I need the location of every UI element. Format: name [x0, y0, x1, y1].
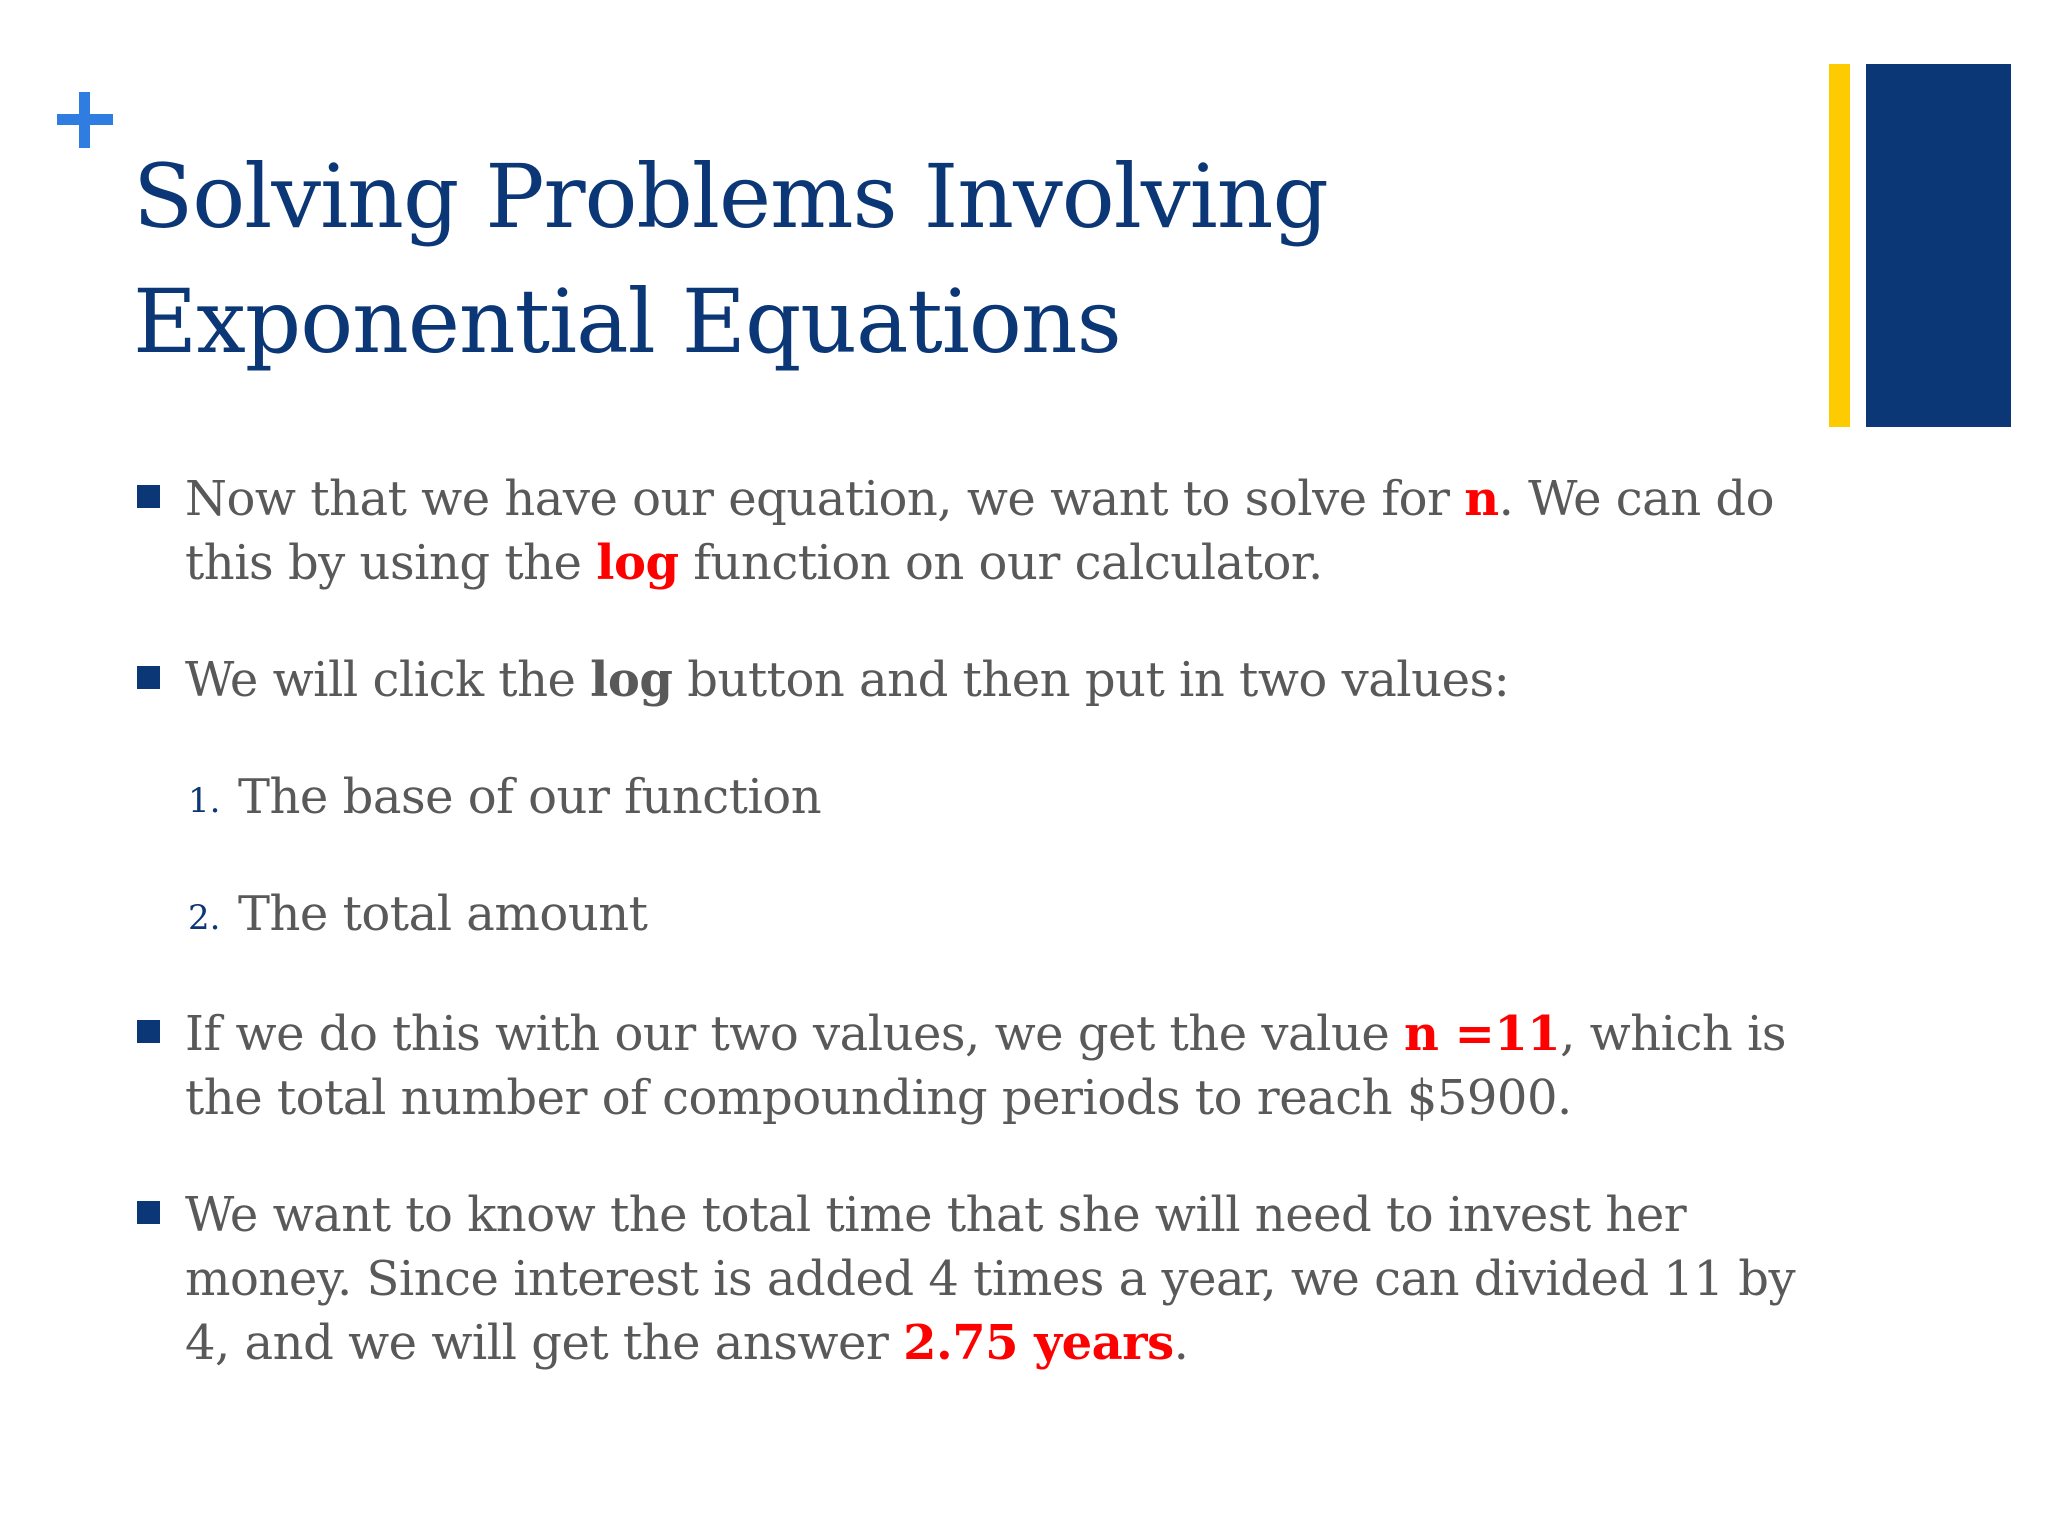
n-value-highlight: n =11 — [1404, 1006, 1561, 1062]
plus-icon — [55, 90, 115, 150]
bullet-text: button and then put in two values: — [672, 652, 1510, 708]
bullet-item-solve-for-n — [185, 467, 1805, 595]
bullet-text: Now that we have our equation, we want to solve for — [185, 471, 1465, 527]
list-number: 2. — [188, 898, 221, 938]
bullet-text: We will click the — [185, 652, 591, 708]
bullet-square-icon — [137, 1020, 160, 1043]
log-bold: log — [590, 652, 673, 708]
accent-bar-yellow — [1829, 64, 1850, 427]
numbered-text: The total amount — [238, 886, 648, 942]
variable-n-highlight: n — [1464, 471, 1499, 527]
bullet-text: . — [1173, 1315, 1189, 1371]
bullet-square-icon — [137, 666, 160, 689]
bullet-text: We want to know the total time that she will need to invest her money. Since interest is added 4 times a year, we can divided 11 by 4, and we will get the answer — [185, 1187, 1796, 1371]
numbered-item-total-amount — [188, 882, 1858, 946]
plus-icon-vertical-stroke — [79, 92, 90, 148]
bullet-item-n-equals-11 — [185, 1002, 1805, 1130]
numbered-text: The base of our function — [238, 769, 822, 825]
log-highlight: log — [596, 535, 679, 591]
answer-highlight: 2.75 years — [903, 1315, 1174, 1371]
bullet-square-icon — [137, 485, 160, 508]
bullet-square-icon — [137, 1201, 160, 1224]
bullet-text: . We can do this by using the — [185, 471, 1775, 591]
bullet-text: , which is the total number of compounding periods to reach $5900. — [185, 1006, 1787, 1126]
bullet-text: If we do this with our two values, we get the value — [185, 1006, 1405, 1062]
bullet-item-total-time — [185, 1183, 1805, 1375]
slide-title: Solving Problems Involving Exponential Equations — [133, 145, 1328, 373]
list-number: 1. — [188, 781, 221, 821]
numbered-item-base — [188, 765, 1858, 829]
bullet-item-log-button — [185, 648, 1805, 712]
bullet-text: function on our calculator. — [678, 535, 1323, 591]
accent-bar-blue — [1866, 64, 2011, 427]
